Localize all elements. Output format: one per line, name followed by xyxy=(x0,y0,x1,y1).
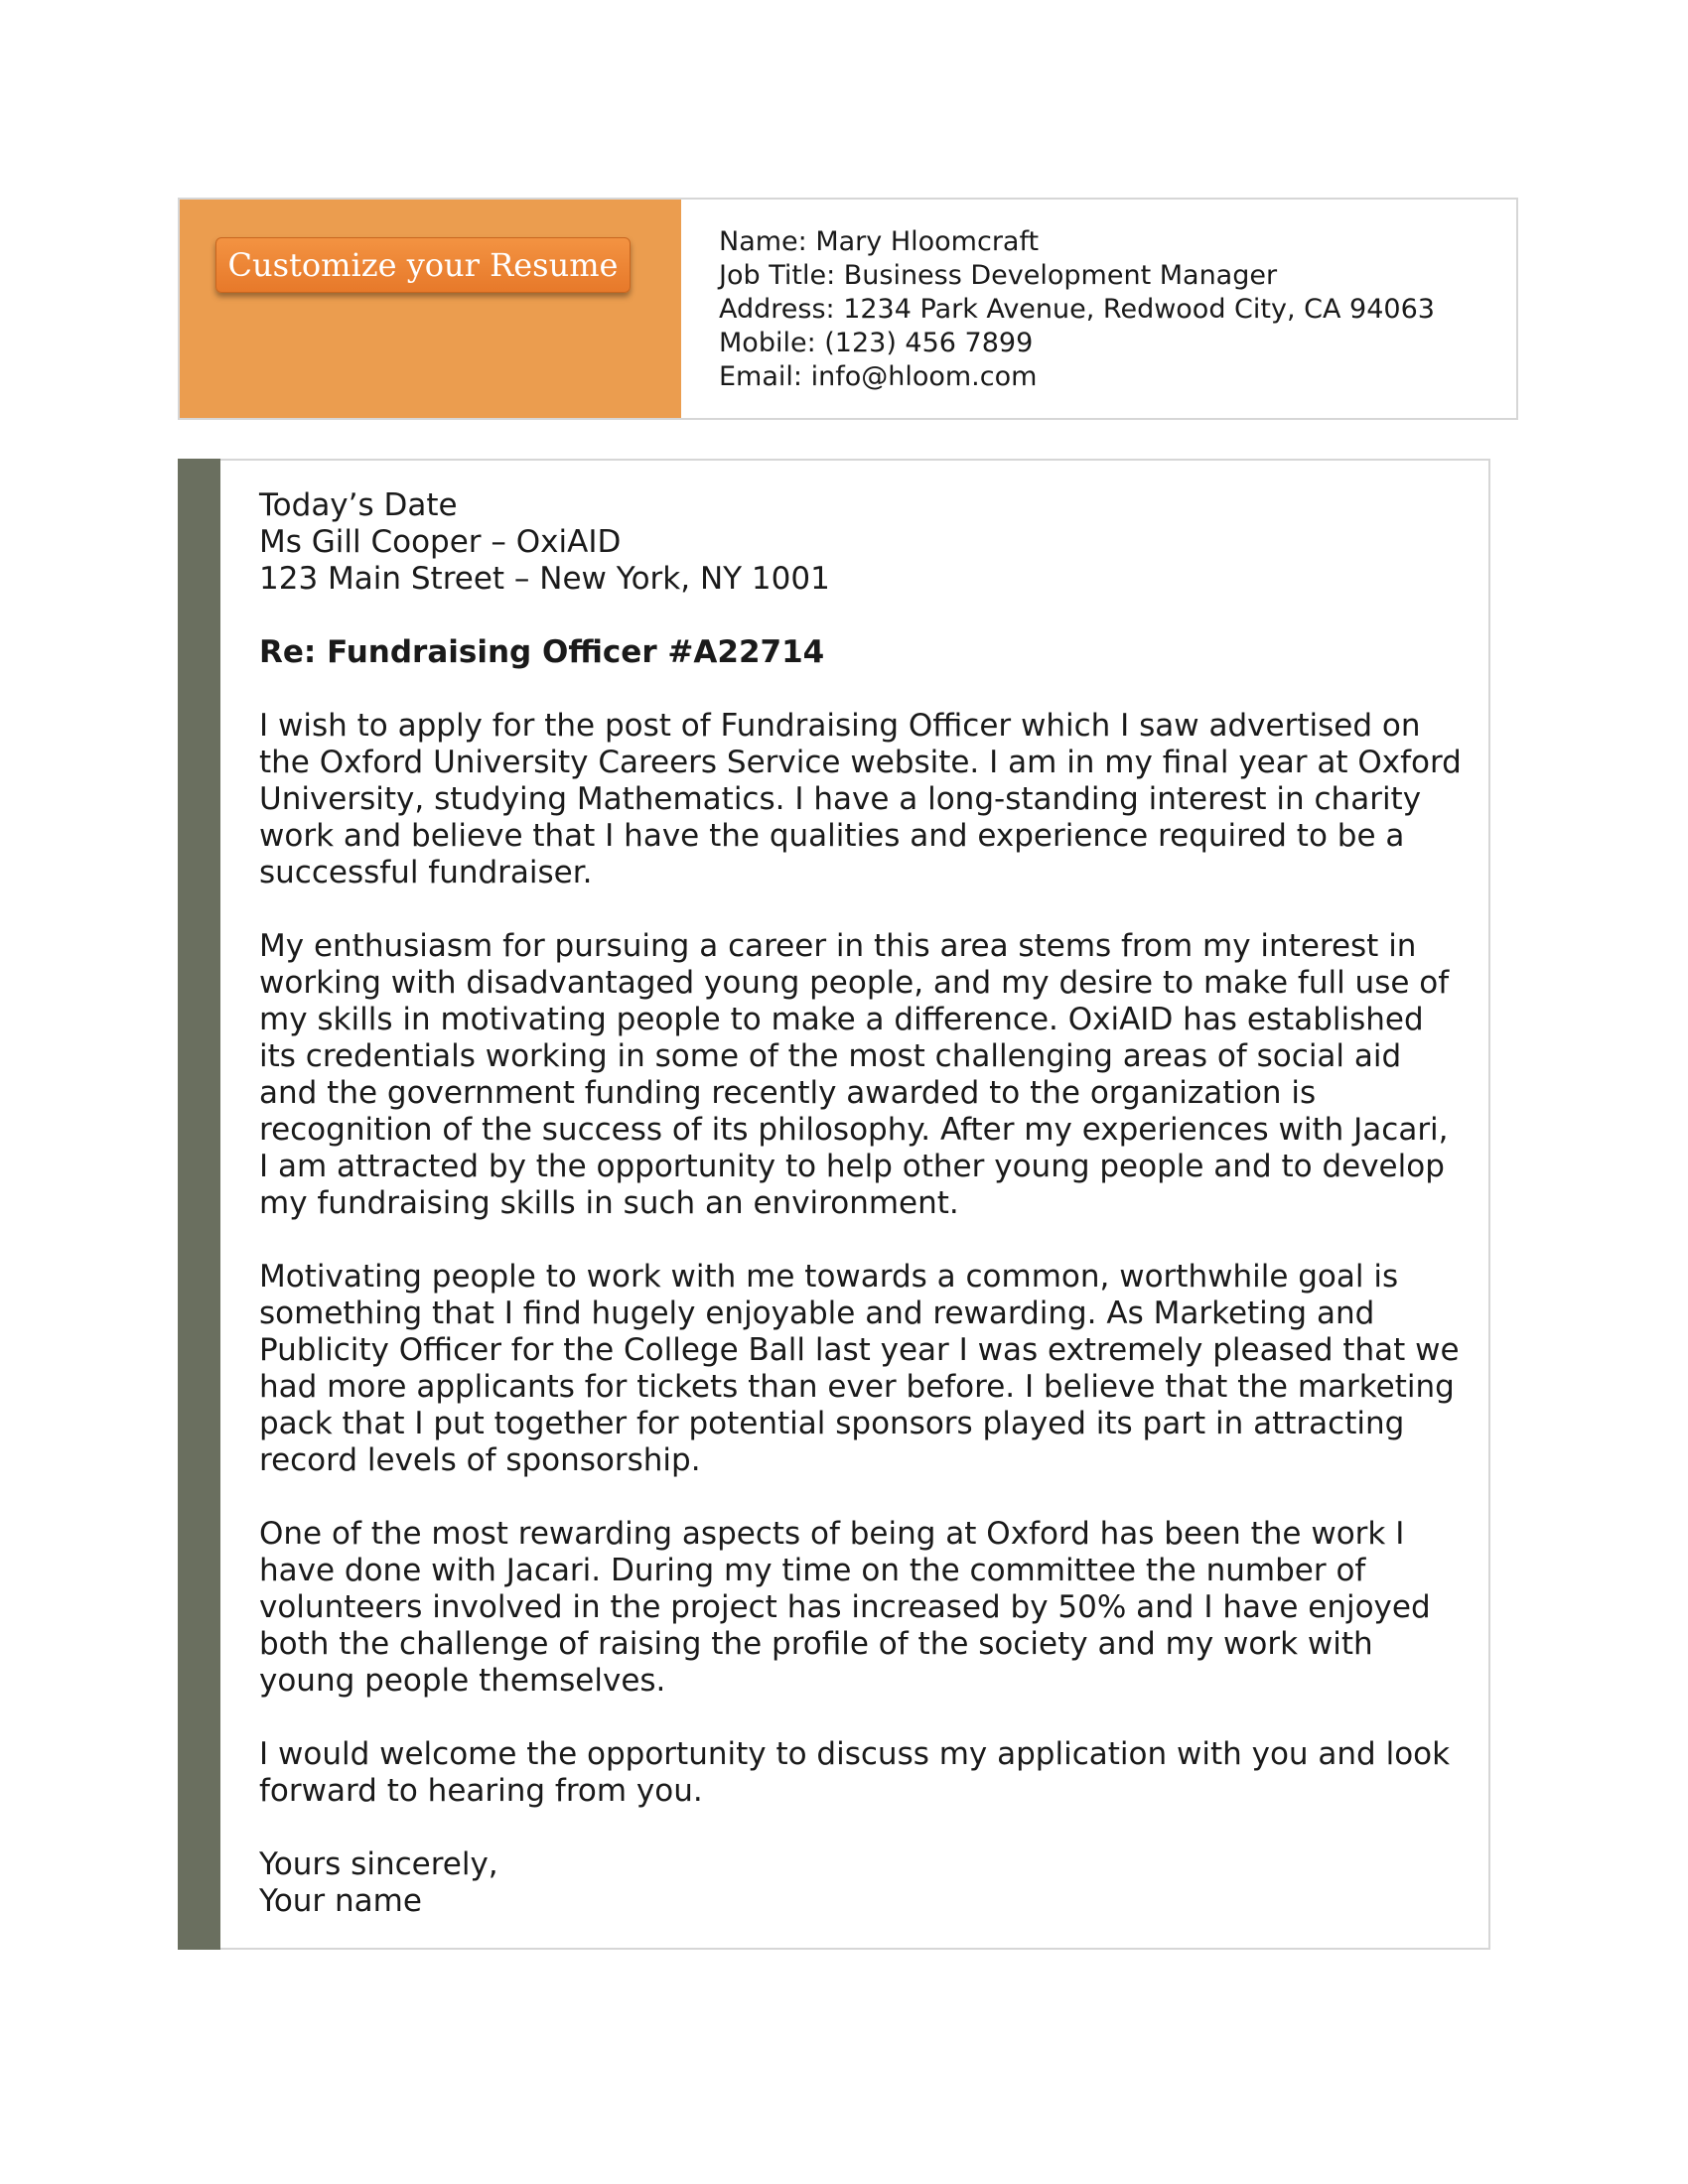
contact-address: Address: 1234 Park Avenue, Redwood City, CA 94063 xyxy=(719,294,1435,325)
letter-date: Today’s Date xyxy=(259,487,458,523)
resume-header xyxy=(178,198,1518,420)
letter-recipient: Ms Gill Cooper – OxiAID xyxy=(259,524,622,560)
letter-body xyxy=(259,487,1466,1920)
cover-letter xyxy=(178,459,1490,1950)
letter-signature: Your name xyxy=(259,1883,422,1919)
letter-paragraph: Motivating people to work with me towards a common, worthwhile goal is something that I find hugely enjoyable and rewarding. As Marketing and Publicity Officer for the College Ball last year I was extremely pleased that we had more applicants for tickets than ever before. I believe that the marketing pack that I put together for potential sponsors played its part in attracting record levels of sponsorship. xyxy=(259,1259,1460,1478)
contact-mobile: Mobile: (123) 456 7899 xyxy=(719,328,1034,358)
letter-paragraph: I wish to apply for the post of Fundraising Officer which I saw advertised on the Oxford University Careers Service website. I am in my final year at Oxford University, studying Mathematics. I have a long-standing interest in charity work and believe that I have the qualities and experience required to be a successful fundraiser. xyxy=(259,708,1462,890)
letter-closing: Yours sincerely, xyxy=(259,1846,498,1882)
contact-email: Email: info@hloom.com xyxy=(719,361,1038,392)
letter-paragraph: One of the most rewarding aspects of being at Oxford has been the work I have done with Jacari. During my time on the committee the number of volunteers involved in the project has increased by 50% and I have enjoyed both the challenge of raising the profile of the society and my work with young people themselves. xyxy=(259,1516,1431,1699)
letter-paragraph: My enthusiasm for pursuing a career in this area stems from my interest in working with disadvantaged young people, and my desire to make full use of my skills in motivating people to make a difference. OxiAID has established its credentials working in some of the most challenging areas of social aid and the government funding recently awarded to the organization is recognition of the success of its philosophy. After my experiences with Jacari, I am attracted by the opportunity to help other young people and to develop my fundraising skills in such an environment. xyxy=(259,928,1450,1221)
letter-side-bar xyxy=(178,459,220,1950)
customize-resume-button[interactable]: Customize your Resume xyxy=(215,237,631,293)
letter-subject: Re: Fundraising Officer #A22714 xyxy=(259,634,825,670)
contact-name: Name: Mary Hloomcraft xyxy=(719,226,1040,257)
contact-job-title: Job Title: Business Development Manager xyxy=(719,260,1278,291)
header-accent-panel xyxy=(180,200,681,418)
letter-recipient-address: 123 Main Street – New York, NY 1001 xyxy=(259,561,830,597)
contact-info xyxy=(719,225,1435,394)
letter-paragraph: I would welcome the opportunity to discuss my application with you and look forward to hearing from you. xyxy=(259,1736,1451,1809)
